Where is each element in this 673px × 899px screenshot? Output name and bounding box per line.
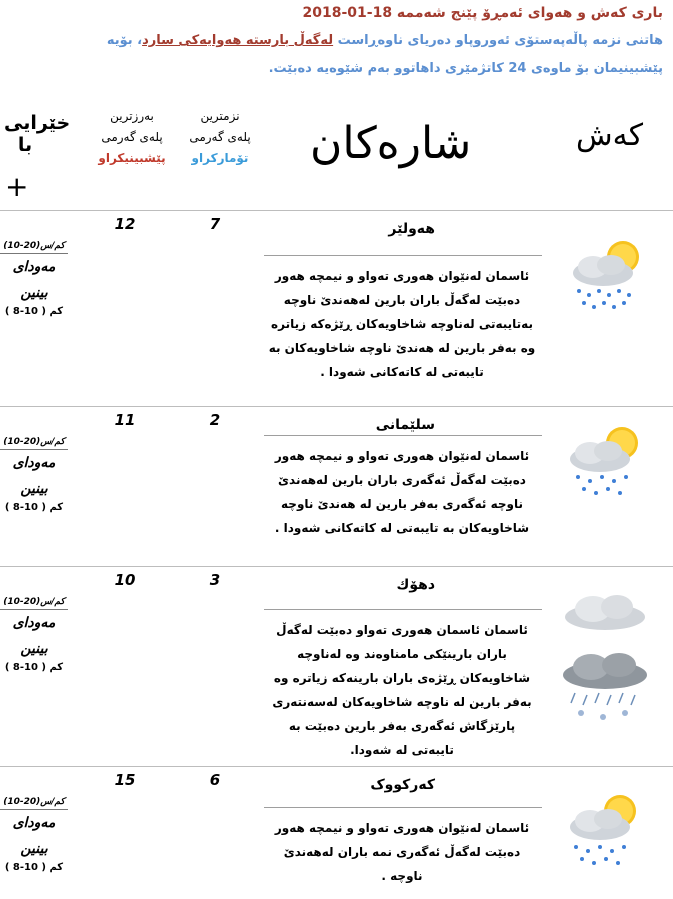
min-label-3: تۆماركراو bbox=[191, 151, 249, 165]
visibility-label-1: مەوداى bbox=[12, 259, 56, 275]
visibility-label-2: بينين bbox=[20, 841, 48, 857]
visibility-label-1: مەوداى bbox=[12, 615, 56, 631]
forecast-description: ئاسمان لەنێوان هەورى تەواو و نيمچە هەور دەبێت لەگەڵ ئەگەرى باران بارين لەهەندێ ناوچە ئەگەرى بەفر بارين لە هەندێ ناوچە شاخاويەكان بە تايبەتى لە كاتەكانى شەودا . bbox=[264, 435, 542, 540]
visibility-label-2: بينين bbox=[20, 285, 48, 301]
city-name: هەولێر bbox=[388, 221, 435, 237]
cloud-snow-icon bbox=[555, 647, 655, 727]
visibility-label-1: مەوداى bbox=[12, 455, 56, 471]
report-header bbox=[0, 0, 673, 88]
min-label-1: نزمترين bbox=[200, 109, 240, 123]
max-temp: 12 bbox=[114, 215, 136, 233]
col-max-temp-label bbox=[84, 106, 180, 169]
cloud-sun-rain-icon bbox=[560, 419, 650, 499]
min-temp: 6 bbox=[209, 771, 221, 789]
table-header bbox=[0, 88, 673, 210]
wind-cell bbox=[0, 239, 68, 317]
cloud-icon bbox=[555, 585, 655, 635]
wind-speed: (10-20)كم/س bbox=[0, 239, 68, 254]
max-temp: 10 bbox=[114, 571, 136, 589]
col-wind-label bbox=[4, 112, 71, 156]
max-label-1: بەرزترين bbox=[110, 109, 154, 123]
max-label-3: پێشبينيكراو bbox=[98, 151, 166, 165]
visibility-range: ( 8-10 ) كم bbox=[4, 662, 64, 673]
wind-speed: (10-20)كم/س bbox=[0, 435, 68, 450]
col-cities-label: شارەكان bbox=[310, 118, 472, 169]
wind-cell bbox=[0, 795, 68, 873]
wind-speed: (10-20)كم/س bbox=[0, 595, 68, 610]
intro-text-end: ، بۆيە bbox=[106, 33, 143, 48]
table-row bbox=[0, 210, 673, 407]
table-row bbox=[0, 766, 673, 899]
max-temp: 11 bbox=[114, 411, 136, 429]
min-temp: 7 bbox=[209, 215, 221, 233]
cloud-sun-rain-icon bbox=[560, 789, 650, 869]
wind-cell bbox=[0, 435, 68, 513]
visibility-label-2: بينين bbox=[20, 481, 48, 497]
cloud-sun-rain-icon bbox=[565, 233, 655, 313]
min-temp: 2 bbox=[209, 411, 221, 429]
max-temp: 15 bbox=[114, 771, 136, 789]
plus-icon: + bbox=[5, 170, 29, 203]
visibility-label-2: بينين bbox=[20, 641, 48, 657]
wind-speed: (10-20)كم/س bbox=[0, 795, 68, 810]
visibility-range: ( 8-10 ) كم bbox=[4, 862, 64, 873]
wind-label-1: خێرايى bbox=[4, 112, 71, 134]
report-title: بارى كەش و هەواى ئەمڕۆ پێنج شەممە 18-01-2018 bbox=[302, 5, 663, 21]
report-intro-line-3: پێشبينيمان بۆ ماوەى 24 كاتژمێرى داهاتوو بەم شێوەيە دەبێت. bbox=[268, 61, 663, 76]
max-label-2: پلەى گەرمى bbox=[101, 130, 163, 144]
report-intro-line-2 bbox=[107, 33, 663, 48]
intro-highlight: لەگەڵ بارستە هەوايەكى سارد bbox=[142, 33, 334, 48]
wind-cell bbox=[0, 595, 68, 673]
visibility-range: ( 8-10 ) كم bbox=[4, 306, 64, 317]
col-weather-label: كەش bbox=[576, 118, 643, 153]
table-row bbox=[0, 406, 673, 567]
intro-text: هاتنى نزمە پاڵەپەستۆى ئەوروپاو دەرياى ناوەڕاست bbox=[337, 33, 663, 48]
forecast-description: ئاسمان ئاسمان هەورى تەواو دەبێت لەگەڵ باران بارينێكى مامناوەند وە لەناوچە شاخاويەكان ڕێژەى باران بارينەكە زياترە وە بەفر بارين لە ناوچە شاخاويەكان لەسەنتەرى پارێزگاش ئەگەرى بەفر بارين دەبێت بە تايبەتى لە شەودا. bbox=[264, 609, 542, 762]
city-name: كەركووک bbox=[370, 777, 435, 793]
forecast-description: ئاسمان لەنێوان هەورى تەواو و نيمچە هەور دەبێت لەگەڵ ئەگەرى نمە باران لەهەندێ ناوچە . bbox=[264, 807, 542, 888]
city-name: دهۆك bbox=[396, 577, 435, 593]
visibility-label-1: مەوداى bbox=[12, 815, 56, 831]
table-row bbox=[0, 566, 673, 767]
col-min-temp-label bbox=[180, 106, 260, 169]
forecast-description: ئاسمان لەنێوان هەورى تەواو و نيمچە هەور دەبێت لەگەڵ باران بارين لەهەندێ ناوچە بەتايبەتى لەناوچە شاخاويەكان ڕێژەكە زياترە وە بەفر بارين لە هەندێ ناوچە شاخاويەكان بە تايبەتى لە كاتەكانى شەودا . bbox=[264, 255, 542, 384]
min-temp: 3 bbox=[209, 571, 221, 589]
visibility-range: ( 8-10 ) كم bbox=[4, 502, 64, 513]
wind-label-2: با bbox=[17, 134, 33, 156]
min-label-2: پلەى گەرمى bbox=[189, 130, 251, 144]
city-name: سلێمانى bbox=[375, 417, 435, 433]
